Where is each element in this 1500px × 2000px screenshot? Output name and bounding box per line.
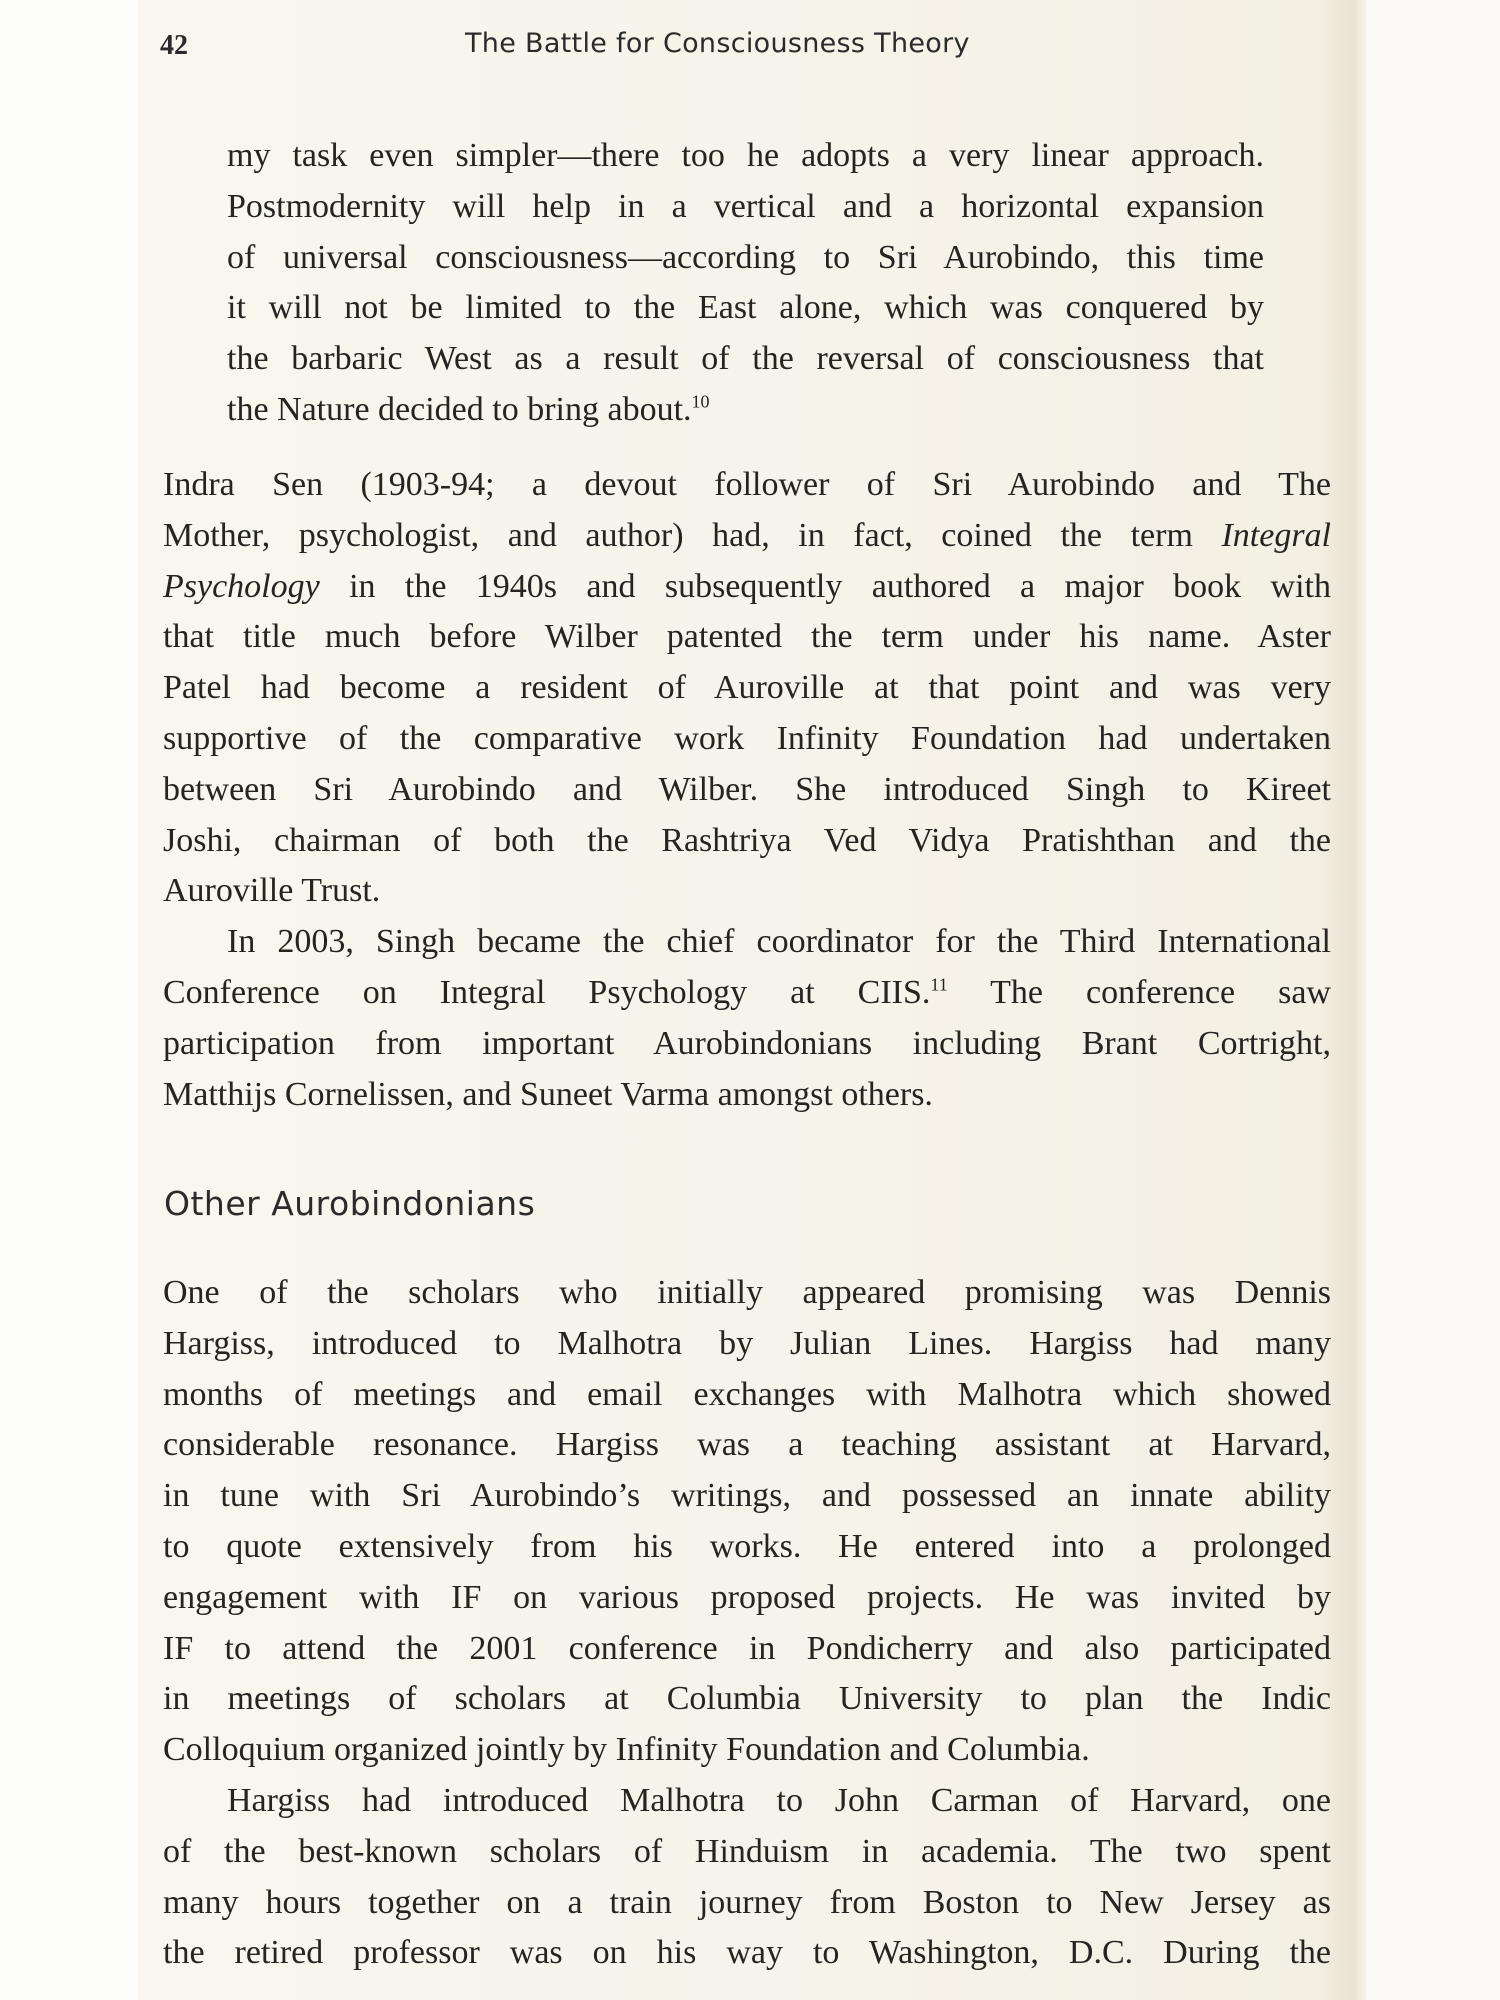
line-text: Matthijs Cornelissen, and Suneet Varma amongst others. bbox=[163, 1075, 933, 1113]
quote-line bbox=[227, 233, 1264, 284]
quote-line bbox=[227, 131, 1264, 182]
section-2-text bbox=[163, 1268, 1331, 1979]
line-text: considerable resonance. Hargiss was a teaching assistant at Harvard, bbox=[163, 1426, 1331, 1464]
line-text: participation from important Aurobindonians including Brant Cortright, bbox=[163, 1024, 1331, 1062]
footnote-marker: 11 bbox=[930, 974, 948, 995]
section-heading: Other Aurobindonians bbox=[164, 1184, 536, 1223]
line-text: engagement with IF on various proposed projects. He was invited by bbox=[163, 1578, 1331, 1616]
text-line bbox=[163, 1522, 1331, 1573]
text-line bbox=[163, 1420, 1331, 1471]
text-line bbox=[163, 1573, 1331, 1624]
text-line bbox=[163, 917, 1331, 968]
text-line bbox=[163, 968, 1331, 1019]
line-text: the Nature decided to bring about. bbox=[227, 390, 692, 428]
line-text: Postmodernity will help in a vertical and a horizontal expansion bbox=[227, 187, 1264, 225]
text-line bbox=[163, 1725, 1331, 1776]
text-line bbox=[163, 663, 1331, 714]
block-quote bbox=[227, 131, 1264, 436]
line-text: to quote extensively from his works. He entered into a prolonged bbox=[163, 1527, 1331, 1565]
line-text: Indra Sen (1903-94; a devout follower of Sri Aurobindo and The bbox=[163, 466, 1331, 503]
line-text: my task even simpler—there too he adopts a very linear approach. bbox=[227, 137, 1264, 174]
text-line bbox=[163, 714, 1331, 765]
line-text: the retired professor was on his way to Washington, D.C. During the bbox=[163, 1934, 1331, 1972]
italic-term: Integral bbox=[1221, 516, 1331, 554]
text-line bbox=[163, 816, 1331, 867]
line-text: of the best-known scholars of Hinduism in academia. The two spent bbox=[163, 1832, 1331, 1870]
line-text: Patel had become a resident of Auroville at that point and was very bbox=[163, 669, 1331, 707]
page-number: 42 bbox=[160, 30, 188, 61]
text-line bbox=[163, 1878, 1331, 1929]
line-text: The conference saw bbox=[947, 973, 1331, 1011]
line-text: months of meetings and email exchanges with Malhotra which showed bbox=[163, 1375, 1331, 1413]
line-text: Conference on Integral Psychology at CIIS. bbox=[163, 973, 931, 1011]
text-line bbox=[163, 1319, 1331, 1370]
text-line bbox=[163, 1070, 1331, 1121]
line-text: IF to attend the 2001 conference in Pondicherry and also participated bbox=[163, 1629, 1331, 1667]
line-text: in the 1940s and subsequently authored a major book with bbox=[319, 567, 1331, 605]
text-line bbox=[163, 1471, 1331, 1522]
line-text: Joshi, chairman of both the Rashtriya Ved Vidya Pratishthan and the bbox=[163, 821, 1331, 859]
quote-line bbox=[227, 283, 1264, 334]
text-line bbox=[163, 1827, 1331, 1878]
page-margin bbox=[1366, 0, 1500, 2000]
line-text: Auroville Trust. bbox=[163, 872, 381, 910]
footnote-marker: 10 bbox=[691, 391, 710, 412]
line-text: supportive of the comparative work Infinity Foundation had undertaken bbox=[163, 719, 1331, 757]
line-text: in meetings of scholars at Columbia University to plan the Indic bbox=[163, 1680, 1331, 1718]
text-line bbox=[163, 562, 1331, 613]
line-text: in tune with Sri Aurobindo’s writings, and possessed an innate ability bbox=[163, 1477, 1331, 1515]
text-line bbox=[163, 460, 1331, 511]
text-line bbox=[163, 1019, 1331, 1070]
line-text: One of the scholars who initially appeared promising was Dennis bbox=[163, 1274, 1331, 1311]
line-text: Hargiss had introduced Malhotra to John Carman of Harvard, one bbox=[227, 1781, 1331, 1819]
line-text: it will not be limited to the East alone, which was conquered by bbox=[227, 289, 1264, 327]
text-line bbox=[163, 511, 1331, 562]
text-line bbox=[163, 866, 1331, 917]
text-line bbox=[163, 612, 1331, 663]
text-line bbox=[163, 765, 1331, 816]
quote-line bbox=[227, 182, 1264, 233]
line-text: of universal consciousness—according to Sri Aurobindo, this time bbox=[227, 238, 1264, 276]
text-line bbox=[163, 1928, 1331, 1979]
text-line bbox=[163, 1674, 1331, 1725]
text-line bbox=[163, 1624, 1331, 1675]
line-text: many hours together on a train journey from Boston to New Jersey as bbox=[163, 1883, 1331, 1921]
running-title: The Battle for Consciousness Theory bbox=[465, 28, 970, 59]
line-text: that title much before Wilber patented the term under his name. Aster bbox=[163, 618, 1331, 656]
line-text: Colloquium organized jointly by Infinity Foundation and Columbia. bbox=[163, 1731, 1090, 1769]
line-text: Mother, psychologist, and author) had, in fact, coined the term bbox=[163, 516, 1222, 554]
text-line bbox=[163, 1776, 1331, 1827]
line-text: between Sri Aurobindo and Wilber. She introduced Singh to Kireet bbox=[163, 770, 1331, 808]
line-text: Hargiss, introduced to Malhotra by Julian Lines. Hargiss had many bbox=[163, 1324, 1331, 1362]
text-line bbox=[163, 1268, 1331, 1319]
quote-line bbox=[227, 334, 1264, 385]
line-text: In 2003, Singh became the chief coordinator for the Third International bbox=[227, 923, 1331, 961]
italic-term: Psychology bbox=[163, 567, 320, 605]
quote-line bbox=[227, 385, 1264, 436]
section-1-text bbox=[163, 460, 1331, 1120]
line-text: the barbaric West as a result of the reversal of consciousness that bbox=[227, 340, 1264, 378]
text-line bbox=[163, 1370, 1331, 1421]
